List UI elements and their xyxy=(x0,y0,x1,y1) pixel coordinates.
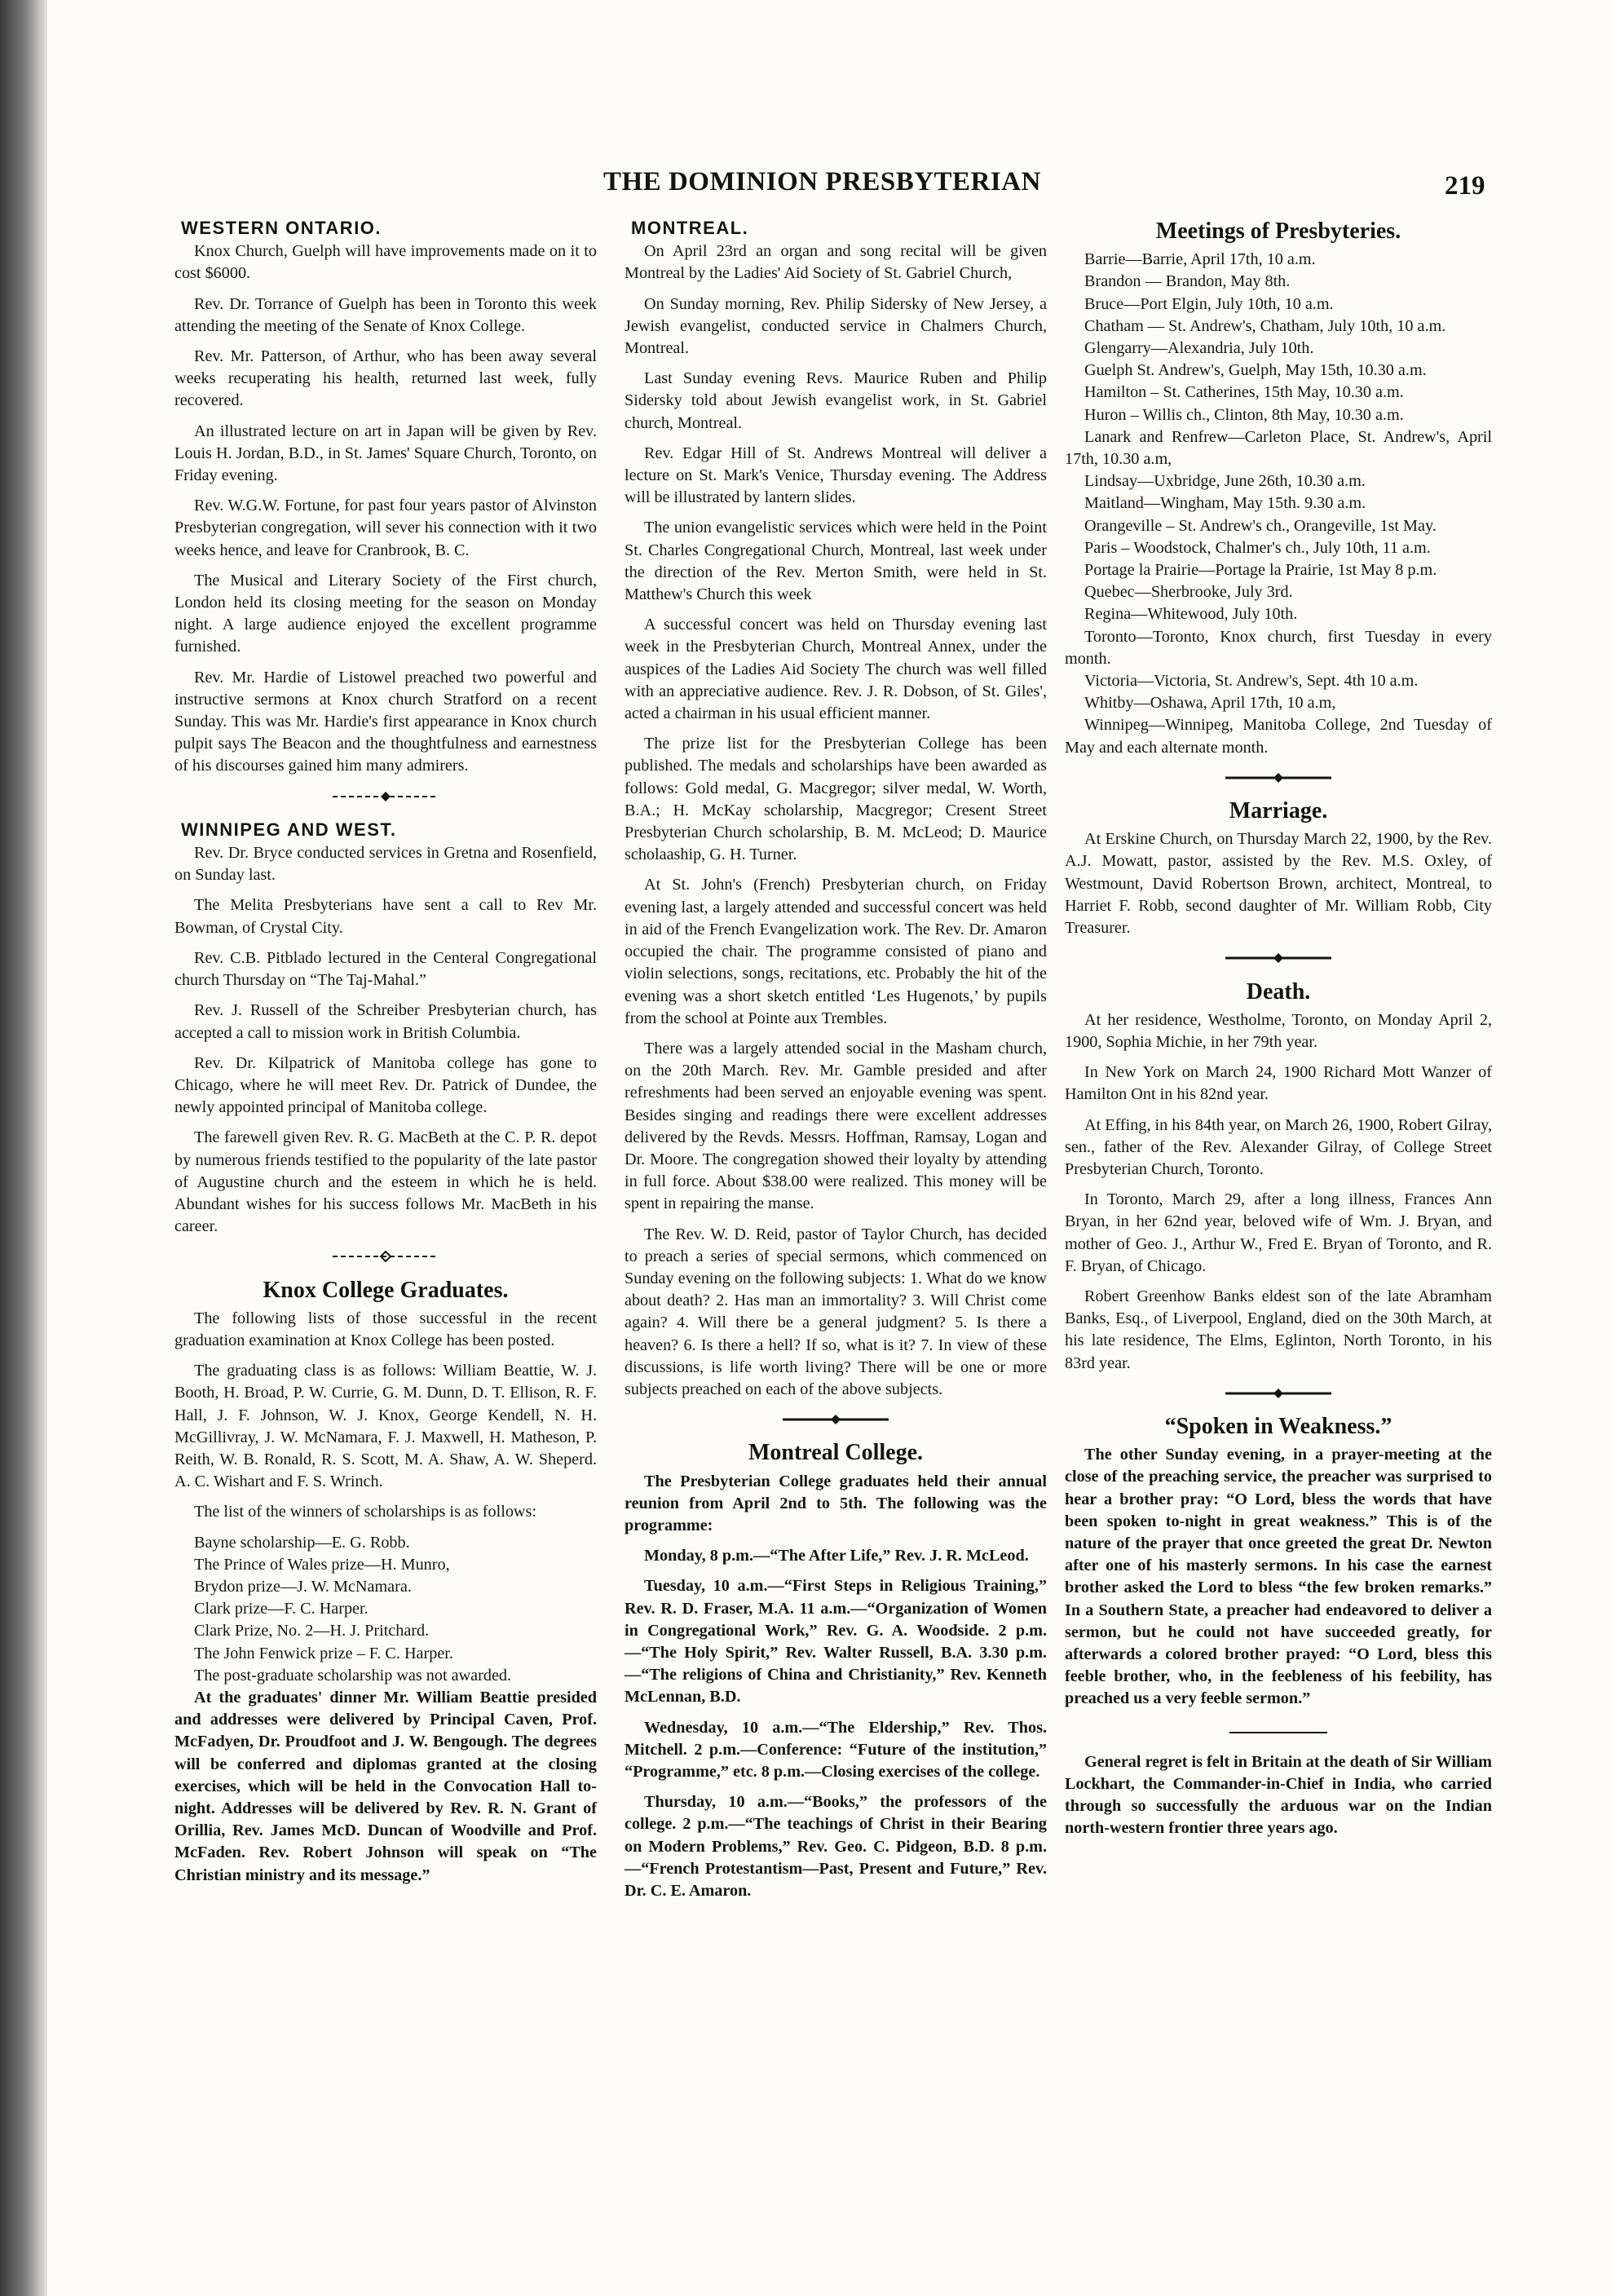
meeting-item: Glengarry—Alexandria, July 10th. xyxy=(1084,339,1314,358)
meeting-item: Victoria—Victoria, St. Andrew's, Sept. 4th 10 a.m. xyxy=(1084,672,1419,691)
montreal-heading: MONTREAL. xyxy=(631,218,749,238)
news-paragraph: A successful concert was held on Thursday evening last week in the Presbyterian Church, Montreal Annex, under the auspices of the Ladies Aid Society The church was well filled with an appreciative audience. Rev. J. R. Dobson, of St. Giles', acted a chairman in his usual efficient manner. xyxy=(625,616,1047,723)
news-paragraph: The farewell given Rev. R. G. MacBeth at the C. P. R. depot by numerous friends testified to the popularity of the late pastor of Augustine church and the esteem in which he is held. Abundant wishes for his success follows Mr. MacBeth in his career. xyxy=(174,1128,597,1236)
meeting-item: Chatham — St. Andrew's, Chatham, July 10th, 10 a.m. xyxy=(1084,316,1446,335)
section-divider-ornament xyxy=(1065,951,1492,967)
news-paragraph: Rev. Mr. Patterson, of Arthur, who has been away several weeks recuperating his health, returned last week, fully recovered. xyxy=(174,347,597,410)
news-paragraph: The Melita Presbyterians have sent a call to Rev Mr. Bowman, of Crystal City. xyxy=(174,896,597,937)
news-paragraph: General regret is felt in Britain at the death of Sir William Lockhart, the Commander-in-Chief in India, who carried through so successfully the arduous war on the Indian north-western frontier three years ago. xyxy=(1065,1752,1492,1838)
page-number: 219 xyxy=(1445,171,1485,201)
notice-paragraph: In New York on March 24, 1900 Richard Mott Wanzer of Hamilton Ont in his 82nd year. xyxy=(1065,1063,1492,1104)
news-paragraph: The following lists of those successful in the recent graduation examination at Knox College has been posted. xyxy=(174,1309,597,1349)
meeting-item: Huron – Willis ch., Clinton, 8th May, 10.30 a.m. xyxy=(1084,405,1404,424)
news-paragraph: Wednesday, 10 a.m.—“The Eldership,” Rev. Thos. Mitchell. 2 p.m.—Conference: “Future of the institution,” “Programme,” etc. 8 p.m.—Closing exercises of the college. xyxy=(625,1718,1047,1781)
meeting-item: Quebec—Sherbrooke, July 3rd. xyxy=(1084,583,1293,602)
news-paragraph: The Rev. W. D. Reid, pastor of Taylor Church, has decided to preach a series of special sermons, which commenced on Sunday evening on the following subjects: 1. What do we know about death? 2. Has man an immortality? 3. Will Christ come again? 4. Will there be a general judgment? 5. Is there a heaven? 6. Is there a hell? If so, what is it? 7. In view of these discussions, is life worth living? There will be one or more subjects preached on each of the above subjects. xyxy=(625,1225,1047,1398)
column-3 xyxy=(1065,214,1492,1848)
prize-item: Clark prize—F. C. Harper. xyxy=(194,1600,369,1618)
meeting-item: Brandon — Brandon, May 8th. xyxy=(1084,272,1291,291)
news-paragraph: Rev. C.B. Pitblado lectured in the Centeral Congregational church Thursday on “The Taj-Mahal.” xyxy=(174,948,597,990)
prize-item: The post-graduate scholarship was not awarded. xyxy=(194,1666,512,1684)
meeting-item: Barrie—Barrie, April 17th, 10 a.m. xyxy=(1084,250,1316,269)
meetings-presbyteries-heading: Meetings of Presbyteries. xyxy=(1155,219,1401,244)
news-paragraph: Rev. Mr. Hardie of Listowel preached two powerful and instructive sermons at Knox church Stratford on a recent Sunday. This was Mr. Hardie's first appearance in Knox church pulpit says The Beacon and the thoughtfulness and earnestness of his discourses gained him many admirers. xyxy=(174,668,597,775)
section-divider-rule xyxy=(1065,1722,1492,1738)
news-paragraph: Last Sunday evening Revs. Maurice Ruben and Philip Sidersky told about Jewish evangelist work, in St. Gabriel church, Montreal. xyxy=(625,369,1047,432)
prize-list xyxy=(174,1532,597,1687)
knox-college-heading: Knox College Graduates. xyxy=(263,1277,509,1303)
column-2 xyxy=(625,214,1047,1910)
section-divider-ornament xyxy=(174,1249,597,1265)
meeting-item: Regina—Whitewood, July 10th. xyxy=(1084,605,1298,624)
prize-item: Bayne scholarship—E. G. Robb. xyxy=(194,1533,410,1552)
meeting-item: Lanark and Renfrew—Carleton Place, St. Andrew's, April 17th, 10.30 a.m, xyxy=(1065,427,1492,469)
section-divider-ornament xyxy=(625,1412,1047,1428)
meeting-item: Toronto—Toronto, Knox church, first Tuesday in every month. xyxy=(1065,627,1492,668)
news-paragraph: The Musical and Literary Society of the First church, London held its closing meeting for the season on Monday night. A large audience enjoyed the excellent programme furnished. xyxy=(174,571,597,656)
news-paragraph: Rev. Dr. Torrance of Guelph has been in Toronto this week attending the meeting of the Senate of Knox College. xyxy=(174,294,597,335)
news-paragraph: The prize list for the Presbyterian College has been published. The medals and scholarships have been awarded as follows: Gold medal, G. Macgregor; silver medal, W. Worth, B.A.; H. McKay scholarship, Macgregor; Cresent Street Presbyterian Church scholarship, B. M. McLeod; D. Maurice scholaaship, G. H. Turner. xyxy=(625,735,1047,864)
news-paragraph: At the graduates' dinner Mr. William Beattie presided and addresses were delivered by Principal Caven, Prof. McFadyen, Dr. Proudfoot and J. W. Bengough. The degrees will be conferred and diplomas granted at the closing exercises, which will be held in the Convocation Hall to-night. Addresses will be delivered by Rev. R. N. Grant of Orillia, Rev. James McD. Duncan of Woodville and Prof. McFaden. Rev. Robert Johnson will speak on “The Christian ministry and its message.” xyxy=(174,1688,597,1884)
news-paragraph: On Sunday morning, Rev. Philip Sidersky of New Jersey, a Jewish evangelist, conducted service in Chalmers Church, Montreal. xyxy=(625,294,1047,358)
section-divider-ornament xyxy=(1065,1386,1492,1402)
column-1 xyxy=(174,214,597,1895)
page-header: THE DOMINION PRESBYTERIAN xyxy=(603,167,1041,196)
notice-paragraph: At her residence, Westholme, Toronto, on Monday April 2, 1900, Sophia Michie, in her 79th year. xyxy=(1065,1010,1492,1051)
montreal-college-heading: Montreal College. xyxy=(748,1440,924,1466)
spoken-in-weakness-heading: “Spoken in Weakness.” xyxy=(1164,1413,1393,1439)
western-ontario-heading: WESTERN ONTARIO. xyxy=(181,218,382,238)
meetings-list xyxy=(1065,249,1492,759)
section-divider-ornament xyxy=(1065,770,1492,787)
news-paragraph: Knox Church, Guelph will have improvements made on it to cost $6000. xyxy=(174,242,597,283)
marriage-heading: Marriage. xyxy=(1229,798,1328,824)
binding-gutter-shadow xyxy=(0,0,47,2296)
prize-item: Clark Prize, No. 2—H. J. Pritchard. xyxy=(194,1622,430,1640)
meeting-item: Lindsay—Uxbridge, June 26th, 10.30 a.m. xyxy=(1084,472,1366,491)
news-paragraph: The other Sunday evening, in a prayer-meeting at the close of the preaching service, the preacher was surprised to hear a brother pray: “O Lord, bless the words that have been spoken to-night in great weakness.” This is of the nature of the prayer that once greeted the great Dr. Newton after one of his masterly sermons. In his case the earnest brother asked the Lord to bless “the few broken remarks.” In a Southern State, a preacher had endeavored to deliver a sermon, but he could not have succeeded greatly, for afterwards a colored brother prayed: “O Lord, bless this feeble brother, who, in the feebleness of his feebility, has preached us a very feeble sermon.” xyxy=(1065,1446,1492,1708)
meeting-item: Whitby—Oshawa, April 17th, 10 a.m, xyxy=(1084,694,1336,713)
section-divider-ornament xyxy=(174,789,597,806)
death-heading: Death. xyxy=(1246,978,1311,1004)
news-paragraph: Rev. J. Russell of the Schreiber Presbyterian church, has accepted a call to mission work in British Columbia. xyxy=(174,1001,597,1042)
meeting-item: Hamilton – St. Catherines, 15th May, 10.30 a.m. xyxy=(1084,383,1404,402)
news-paragraph: Monday, 8 p.m.—“The After Life,” Rev. J. R. McLeod. xyxy=(644,1547,1029,1565)
news-paragraph: The union evangelistic services which were held in the Point St. Charles Congregational Church, Montreal, last week under the direction of the Rev. Merton Smith, were held in St. Matthew's Church this week xyxy=(625,519,1047,604)
meeting-item: Winnipeg—Winnipeg, Manitoba College, 2nd Tuesday of May and each alternate month. xyxy=(1065,716,1492,757)
notice-paragraph: Robert Greenhow Banks eldest son of the late Abramham Banks, Esq., of Liverpool, England, died on the 30th March, at his late residence, The Elms, Eglinton, North Toronto, in his 83rd year. xyxy=(1065,1287,1492,1372)
meeting-item: Portage la Prairie—Portage la Prairie, 1st May 8 p.m. xyxy=(1084,561,1437,580)
news-paragraph: An illustrated lecture on art in Japan will be given by Rev. Louis H. Jordan, B.D., in St. James' Square Church, Toronto, on Friday evening. xyxy=(174,422,597,485)
news-paragraph: Thursday, 10 a.m.—“Books,” the professors of the college. 2 p.m.—“The teachings of Christ in their Bearing on Modern Problems,” Rev. Geo. C. Pidgeon, B.D. 8 p.m.—“French Protestantism—Past, Present and Future,” Rev. Dr. C. E. Amaron. xyxy=(625,1793,1047,1901)
winnipeg-west-heading: WINNIPEG AND WEST. xyxy=(181,819,397,840)
notice-paragraph: At Effing, in his 84th year, on March 26, 1900, Robert Gilray, sen., father of the Rev. Alexander Gilray, of College Street Presbyterian Church, Toronto. xyxy=(1065,1115,1492,1178)
news-paragraph: The list of the winners of scholarships is as follows: xyxy=(194,1503,536,1521)
prize-item: The Prince of Wales prize—H. Munro, xyxy=(194,1555,450,1574)
news-paragraph: The graduating class is as follows: William Beattie, W. J. Booth, H. Broad, P. W. Currie, G. M. Dunn, D. T. Ellison, R. F. Hall, J. F. Johnson, W. J. Knox, George Kendell, N. H. McGillivray, J. W. McNamara, F. J. Maxwell, H. Matheson, P. Reith, W. B. Ronald, R. S. Scott, M. A. Shaw, A. W. Sheperd. A. C. Wishart and F. S. Wrinch. xyxy=(174,1362,597,1491)
notice-paragraph: At Erskine Church, on Thursday March 22, 1900, by the Rev. A.J. Mowatt, pastor, assisted by the Rev. M.S. Oxley, of Westmount, David Robertson Brown, architect, Montreal, to Harriet F. Robb, second daughter of Mr. William Robb, City Treasurer. xyxy=(1065,830,1492,938)
news-paragraph: Rev. W.G.W. Fortune, for past four years pastor of Alvinston Presbyterian congregation, will sever his connection with it two weeks hence, and leave for Cranbrook, B. C. xyxy=(174,497,597,559)
notice-paragraph: In Toronto, March 29, after a long illness, Frances Ann Bryan, in her 62nd year, beloved wife of Wm. J. Bryan, and mother of Geo. J., Arthur W., Fred E. Bryan of Toronto, and R. F. Bryan, of Chicago. xyxy=(1065,1190,1492,1275)
news-paragraph: The Presbyterian College graduates held their annual reunion from April 2nd to 5th. The following was the programme: xyxy=(625,1472,1047,1534)
news-paragraph: Tuesday, 10 a.m.—“First Steps in Religious Training,” Rev. R. D. Fraser, M.A. 11 a.m.—“Organization of Women in Congregational Work,” Rev. G. A. Woodside. 2 p.m.—“The Holy Spirit,” Rev. Walter Russell, B.A. 3.30 p.m.—“The religions of China and Christianity,” Rev. Kenneth McLennan, B.D. xyxy=(625,1577,1047,1707)
news-paragraph: Rev. Edgar Hill of St. Andrews Montreal will deliver a lecture on St. Mark's Venice, Thursday evening. The Address will be illustrated by lantern slides. xyxy=(625,444,1047,507)
meeting-item: Maitland—Wingham, May 15th. 9.30 a.m. xyxy=(1084,494,1366,513)
prize-item: The John Fenwick prize – F. C. Harper. xyxy=(194,1644,453,1662)
meeting-item: Orangeville – St. Andrew's ch., Orangeville, 1st May. xyxy=(1084,516,1437,535)
prize-item: Brydon prize—J. W. McNamara. xyxy=(194,1577,412,1596)
meeting-item: Bruce—Port Elgin, July 10th, 10 a.m. xyxy=(1084,294,1334,313)
news-paragraph: Rev. Dr. Kilpatrick of Manitoba college has gone to Chicago, where he will meet Rev. Dr. Patrick of Dundee, the newly appointed principal of Manitoba college. xyxy=(174,1053,597,1117)
news-paragraph: At St. John's (French) Presbyterian church, on Friday evening last, a largely attended and successful concert was held in aid of the French Evangelization work. The Rev. Dr. Amaron occupied the chair. The programme consisted of piano and violin selections, songs, recitations, etc. Probably the hit of the evening was a short sketch entitled ‘Les Hugenots,’ by pupils from the school at Pointe aux Trembles. xyxy=(625,876,1047,1027)
meeting-item: Guelph St. Andrew's, Guelph, May 15th, 10.30 a.m. xyxy=(1084,361,1427,380)
meeting-item: Paris – Woodstock, Chalmer's ch., July 10th, 11 a.m. xyxy=(1084,538,1431,557)
news-paragraph: On April 23rd an organ and song recital will be given Montreal by the Ladies' Aid Society of St. Gabriel Church, xyxy=(625,242,1047,283)
news-paragraph: There was a largely attended social in the Masham church, on the 20th March. Rev. Mr. Gamble presided and after refreshments had been served an enjoyable evening was spent. Besides singing and readings there were excellent addresses delivered by the Revds. Messrs. Hoffman, Ramsay, Logan and Dr. Moore. The congregation showed their loyalty by attending in full force. About $38.00 were realized. This money will be spent in repairing the manse. xyxy=(625,1039,1047,1213)
news-paragraph: Rev. Dr. Bryce conducted services in Gretna and Rosenfield, on Sunday last. xyxy=(174,844,597,885)
